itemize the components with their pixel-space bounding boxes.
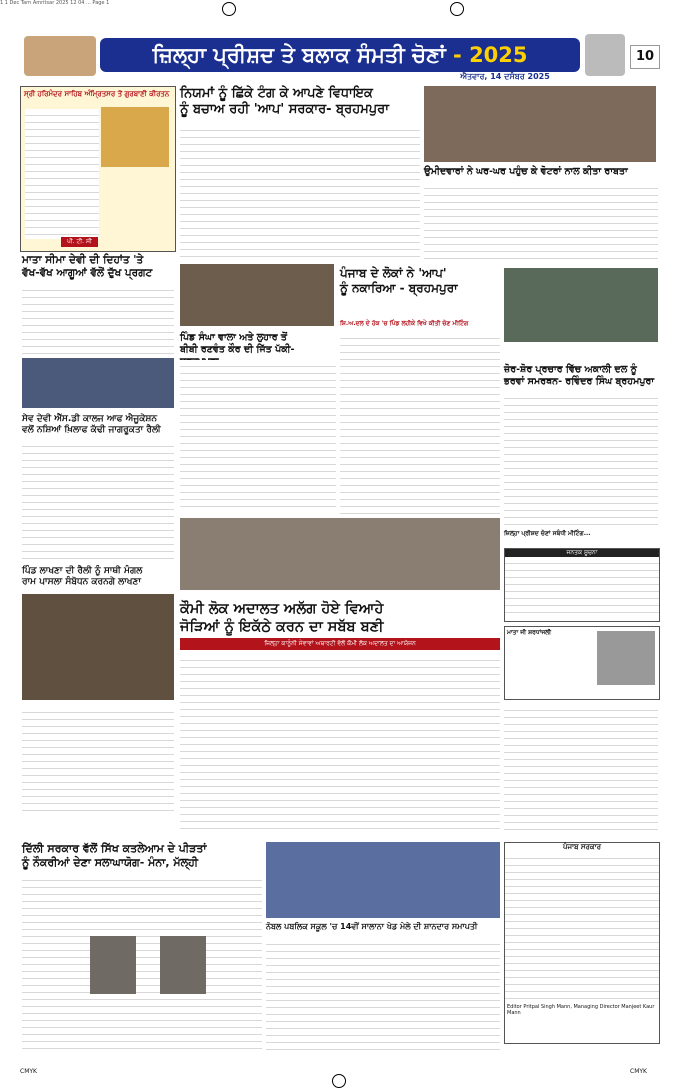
classifieds xyxy=(504,704,658,834)
article-body xyxy=(22,440,174,560)
portrait-photo xyxy=(90,936,136,994)
banner-title: ਜ਼ਿਲ੍ਹਾ ਪ੍ਰੀਸ਼ਦ ਤੇ ਬਲਾਕ ਸੰਮਤੀ ਚੋਣਾਂ xyxy=(152,43,446,67)
ad-badge: ਪੀ. ਟੀ. ਸੀ xyxy=(61,237,98,247)
masthead-banner xyxy=(100,38,580,72)
campaign-photo xyxy=(504,268,658,342)
article-headline: ਜ਼ੋਰ-ਸ਼ੋਰ ਪ੍ਰਚਾਰ ਵਿੱਚ ਅਕਾਲੀ ਦਲ ਨੂੰ ਭਰਵਾਂ ਸਮਰਥਨ- ਰਵਿੰਦਰ ਸਿੰਘ ਬ੍ਰਹਮਪੁਰਾ xyxy=(504,364,655,387)
page-number: 10 xyxy=(630,45,660,69)
article-body xyxy=(180,360,336,510)
ad-title: ਸ੍ਰੀ ਹਰਿਮੰਦਰ ਸਾਹਿਬ ਅੰਮ੍ਰਿਤਸਰ ਤੋਂ ਗੁਰਬਾਣੀ ਕੀਰਤਨ xyxy=(24,90,170,98)
govt-notice xyxy=(504,842,660,1044)
candidate-photos xyxy=(24,36,96,76)
article-headline: ਉਮੀਦਵਾਰਾਂ ਨੇ ਘਰ-ਘਰ ਪਹੁੰਚ ਕੇ ਵੋਟਰਾਂ ਨਾਲ ਕੀਤਾ ਰਾਬਤਾ xyxy=(424,166,628,177)
article-body xyxy=(22,284,174,356)
obituary-box xyxy=(504,626,660,700)
rally-photo xyxy=(22,358,174,408)
article-body xyxy=(180,124,420,260)
portrait-photo xyxy=(160,936,206,994)
article-body xyxy=(504,392,658,526)
color-bar-label: CMYK xyxy=(630,1068,647,1075)
article-body xyxy=(22,874,262,1054)
color-bar-label: CMYK xyxy=(20,1068,37,1075)
obit-title: ਮਾਤਾ ਜੀ ਸ਼ਰਧਾਂਜਲੀ xyxy=(507,629,552,636)
group-photo xyxy=(424,86,656,162)
officials-meeting-photo xyxy=(180,518,500,590)
article-body xyxy=(266,938,500,1054)
article-headline: ਪਿੰਡ ਸੰਘਾ ਵਾਲਾ ਅਤੇ ਲੁਹਾਰ ਤੋਂ ਬੀਬੀ ਰਣਵੰਤ ਕੌਰ ਦੀ ਜਿੱਤ ਪੱਕੀ- xyxy=(180,332,295,355)
article-kicker: ਜ਼ਿਲ੍ਹਾ ਕਾਨੂੰਨੀ ਸੇਵਾਵਾਂ ਅਥਾਰਟੀ ਵੱਲੋਂ ਕੌਮੀ ਲੋਕ ਅਦਾਲਤ ਦਾ ਆਯੋਜਨ xyxy=(180,638,500,650)
print-slug: 1 1 Dec Tarn Amritsar 2025 12 04 ... Page 1 xyxy=(0,0,110,6)
notice-title: ਜਨਤਕ ਸੂਚਨਾ xyxy=(505,549,659,557)
meeting-photo xyxy=(180,264,334,326)
date-line: ਐਤਵਾਰ, 14 ਦਸੰਬਰ 2025 xyxy=(460,72,550,81)
lok-adalat-headline: ਕੌਮੀ ਲੋਕ ਅਦਾਲਤ ਅਲੱਗ ਹੋਏ ਵਿਆਹੇ ਜੋੜਿਆਂ ਨੂੰ ਇਕੱਠੇ ਕਰਨ ਦਾ ਸਬੱਬ ਬਣੀ xyxy=(180,601,384,636)
school-event-photo xyxy=(266,842,500,918)
article-body xyxy=(424,182,658,262)
ballot-box-icon xyxy=(585,34,625,76)
article-body xyxy=(22,706,174,816)
article-headline: ਮਾਤਾ ਸੀਮਾ ਦੇਵੀ ਦੀ ਦਿਹਾਂਤ 'ਤੇ ਵੱਖ-ਵੱਖ ਆਗੂਆਂ ਵੱਲੋਂ ਦੁੱਖ ਪ੍ਰਗਟ xyxy=(22,254,153,280)
article-body xyxy=(180,654,500,834)
imprint: Editor Pritpal Singh Mann, Managing Director Manjeet Kaur Mann xyxy=(507,1004,655,1016)
article-body xyxy=(340,332,500,526)
banner-year: - 2025 xyxy=(453,43,528,67)
golden-temple-image xyxy=(101,107,169,167)
article-kicker: ਸ਼ਿ.ਅ.ਦਲ ਦੇ ਹੱਕ 'ਚ ਪਿੰਡ ਲਹੀਕੇ ਵਿਖੇ ਕੀਤੀ ਚੋਣ ਮੀਟਿੰਗ xyxy=(340,320,469,327)
article-headline: ਪੰਜਾਬ ਦੇ ਲੋਕਾਂ ਨੇ 'ਆਪ' ਨੂੰ ਨਕਾਰਿਆ - ਬ੍ਰਹਮਪੁਰਾ xyxy=(340,266,458,295)
article-headline: ਦਿੱਲੀ ਸਰਕਾਰ ਵੱਲੋਂ ਸਿੱਖ ਕਤਲੇਆਮ ਦੇ ਪੀੜਤਾਂ ਨੂੰ ਨੌਕਰੀਆਂ ਦੇਣਾ ਸਲਾਘਾਯੋਗ- ਮੰਨਾ, ਮੱਲ੍ਹੀ xyxy=(22,842,207,869)
crop-mark xyxy=(332,1074,346,1088)
gurbani-ad xyxy=(20,86,176,252)
article-headline: ਪਿੰਡ ਲਾਖਣਾ ਦੀ ਰੈਲੀ ਨੂੰ ਸਾਥੀ ਮੰਗਲ ਰਾਮ ਪਾਸਲਾ ਸੰਬੋਧਨ ਕਰਨਗੇ ਲਾਖਣਾ xyxy=(22,566,143,588)
notice-title: ਪੰਜਾਬ ਸਰਕਾਰ xyxy=(562,843,601,851)
ad-body xyxy=(25,109,99,239)
article-headline: ਸੇਵ ਦੇਵੀ ਐੱਸ.ਡੀ ਕਾਲਜ ਆਫ ਐਜੂਕੇਸ਼ਨ ਵਲੋਂ ਨਸ਼ਿਆਂ ਖ਼ਿਲਾਫ ਕੱਢੀ ਜਾਗਰੂਕਤਾ ਰੈਲੀ xyxy=(22,414,161,436)
article-headline: ਨਿਯਮਾਂ ਨੂੰ ਛਿੱਕੇ ਟੰਗ ਕੇ ਆਪਣੇ ਵਿਧਾਇਕ ਨੂੰ ਬਚਾਅ ਰਹੀ 'ਆਪ' ਸਰਕਾਰ- ਬ੍ਰਹਮਪੁਰਾ xyxy=(180,86,389,118)
article-headline: ਜ਼ਿਲ੍ਹਾ ਪ੍ਰੀਸ਼ਦ ਚੋਣਾਂ ਸਬੰਧੀ ਮੀਟਿੰਗ... xyxy=(504,530,591,537)
notice-box xyxy=(504,548,660,622)
lakhna-photo xyxy=(22,594,174,700)
obituary-photo xyxy=(597,631,655,685)
article-headline: ਨੋਬਲ ਪਬਲਿਕ ਸਕੂਲ 'ਚ 14ਵੀਂ ਸਾਲਾਨਾ ਖੇਡ ਮੇਲੇ ਦੀ ਸ਼ਾਨਦਾਰ ਸਮਾਪਤੀ xyxy=(266,922,478,931)
